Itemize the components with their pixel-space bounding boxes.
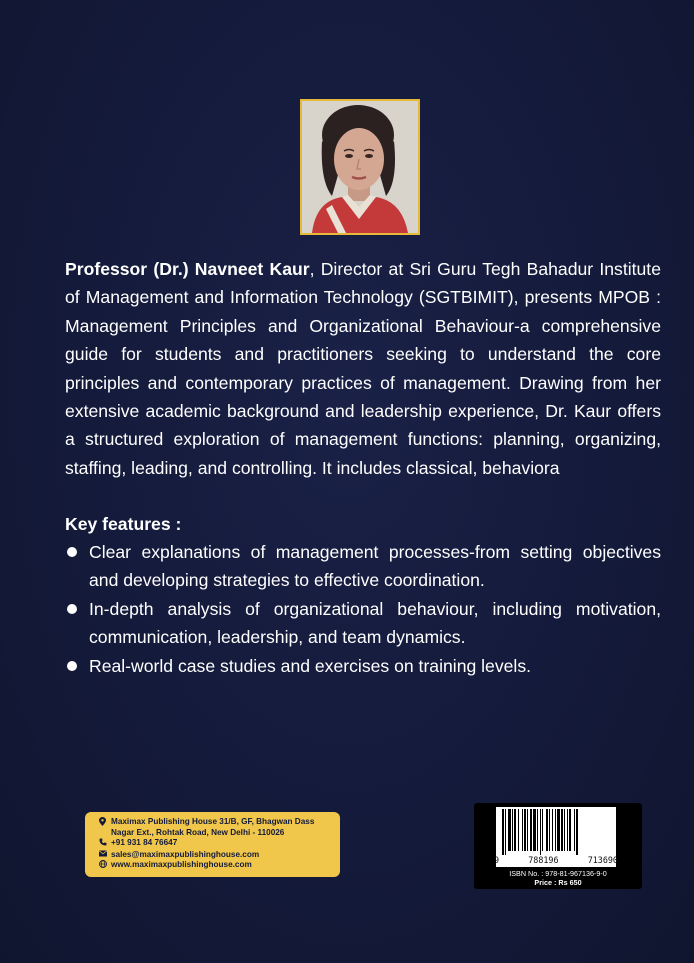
- bullet-icon: [67, 604, 77, 614]
- barcode-bar: [540, 809, 541, 855]
- barcode-bar: [530, 809, 532, 851]
- barcode-digit-group: 788196: [528, 855, 559, 865]
- feature-item: [65, 652, 661, 680]
- publisher-address-row: [99, 817, 332, 838]
- book-price: Price : Rs 650: [534, 878, 582, 887]
- publisher-phone[interactable]: +91 931 84 76647: [111, 838, 178, 848]
- barcode-box: [474, 803, 642, 889]
- barcode-bar: [555, 809, 556, 851]
- barcode-digits: [494, 855, 618, 865]
- publisher-info-box: [85, 812, 340, 877]
- barcode-bar: [557, 809, 560, 851]
- feature-item: [65, 538, 661, 595]
- book-description: [65, 255, 661, 482]
- publisher-email[interactable]: sales@maximaxpublishinghouse.com: [111, 849, 260, 859]
- isbn-number: ISBN No. : 978-81-967136-9-0: [509, 869, 607, 878]
- feature-item: [65, 595, 661, 652]
- barcode-bar: [537, 809, 538, 851]
- barcode-bar: [549, 809, 550, 851]
- barcode-bar: [505, 809, 506, 855]
- author-portrait: [302, 101, 418, 233]
- feature-text: In-depth analysis of organizational behaviour, including motivation, communication, leadership, and team dynamics.: [89, 598, 661, 648]
- barcode-digit-group: 713690: [587, 855, 618, 865]
- barcode-bar: [552, 809, 553, 851]
- barcode-bar: [512, 809, 513, 851]
- publisher-phone-row: [99, 838, 332, 850]
- barcode-bar: [508, 809, 511, 851]
- barcode-bar: [542, 809, 543, 851]
- bullet-icon: [67, 547, 77, 557]
- publisher-address: Maximax Publishing House 31/B, GF, Bhagwan Dass Nagar Ext., Rohtak Road, New Delhi - 110026: [111, 817, 315, 837]
- barcode-bar: [527, 809, 528, 851]
- barcode-bar: [514, 809, 516, 851]
- barcode-bar: [518, 809, 519, 851]
- phone-icon: [99, 838, 108, 850]
- feature-text: Real-world case studies and exercises on training levels.: [89, 655, 532, 676]
- publisher-website-row: [99, 860, 332, 872]
- barcode-bar: [567, 809, 568, 851]
- barcode-bar: [574, 809, 575, 851]
- key-features-list: [65, 538, 661, 680]
- description-text: , Director at Sri Guru Tegh Bahadur Institute of Management and Information Technology (SGTBIMIT), presents MPOB : Management Principles and Organizational Behaviour-a comprehensive guide for students and practitioners seeking to understand the core principles and contemporary practices of management. Drawing from her extensive academic background and leadership experience, Dr. Kaur offers a structured exploration of management functions: planning, organizing, staffing, leading, and controlling. It includes classical, behaviora: [65, 259, 661, 478]
- barcode-bar: [546, 809, 548, 851]
- barcode-digit-group: 9: [494, 855, 500, 865]
- feature-text: Clear explanations of management processes-from setting objectives and developing strategies to effective coordination.: [89, 542, 661, 591]
- barcode-icon: [496, 807, 616, 857]
- location-pin-icon: [99, 817, 108, 830]
- key-features-heading: Key features :: [65, 514, 182, 534]
- barcode-bar: [561, 809, 563, 851]
- author-photo: [300, 99, 420, 235]
- barcode-bar: [569, 809, 571, 851]
- barcode-bar: [576, 809, 578, 855]
- mail-icon: [99, 850, 108, 861]
- author-name: Professor (Dr.) Navneet Kaur: [65, 259, 310, 279]
- barcode-bar: [522, 809, 523, 851]
- publisher-email-row: [99, 850, 332, 861]
- bullet-icon: [67, 661, 77, 671]
- publisher-website[interactable]: www.maximaxpublishinghouse.com: [111, 860, 252, 870]
- globe-icon: [99, 860, 108, 872]
- barcode-bar: [564, 809, 565, 851]
- barcode-bar: [533, 809, 536, 851]
- barcode-bar: [524, 809, 526, 851]
- barcode-bar: [502, 809, 504, 855]
